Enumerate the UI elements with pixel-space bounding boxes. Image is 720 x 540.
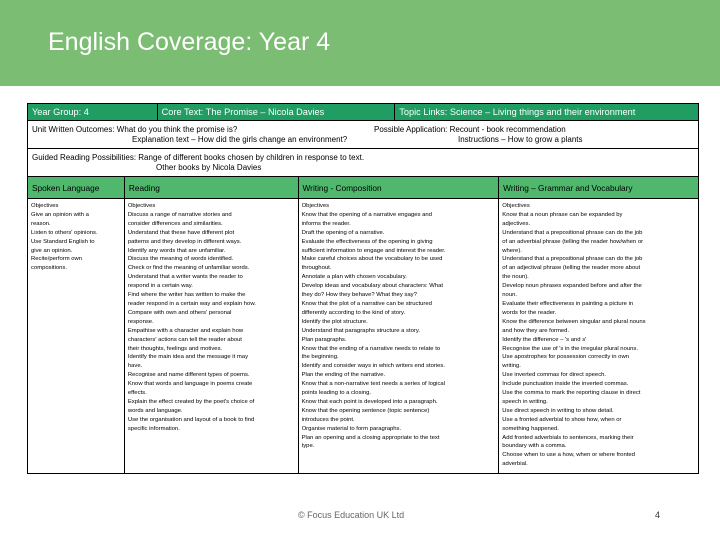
objectives-composition bbox=[298, 199, 499, 474]
objective-line: Compare with own and others' personal bbox=[127, 309, 232, 316]
objective-line: Listen to others' opinions. bbox=[31, 229, 98, 236]
objective-line: they do? How they behave? What they say? bbox=[301, 292, 417, 299]
objective-line: Know that each point is developed into a paragraph. bbox=[301, 398, 438, 405]
objective-line: something happened. bbox=[502, 425, 559, 432]
objectives-heading: Objectives bbox=[301, 203, 330, 209]
col-heading-spoken-language: Spoken Language bbox=[28, 177, 125, 199]
objective-line: Plan the ending of the narrative. bbox=[301, 372, 386, 379]
objective-line: Explain the effect created by the poet's choice of bbox=[127, 398, 255, 405]
objective-line: Include punctuation inside the inverted commas. bbox=[502, 381, 629, 388]
objective-line: Understand that a prepositional phrase can do the job bbox=[502, 229, 643, 236]
objective-line: Identify the main idea and the message it may bbox=[127, 354, 249, 361]
objective-line: specific information. bbox=[127, 425, 180, 432]
objectives-heading: Objectives bbox=[31, 203, 59, 209]
page-title: English Coverage: Year 4 bbox=[48, 28, 331, 56]
objective-line: of an adverbial phrase (telling the reader how/when or bbox=[502, 238, 644, 245]
objective-line: response. bbox=[127, 318, 154, 325]
objective-line: type. bbox=[301, 443, 315, 450]
objective-line: adverbial. bbox=[502, 461, 528, 468]
objective-line: Know that a non-narrative text needs a series of logical bbox=[301, 381, 446, 388]
objective-line: Discuss the meaning of words identified. bbox=[127, 256, 234, 263]
objective-line: Empathise with a character and explain how bbox=[127, 327, 244, 334]
objective-line: Add fronted adverbials to sentences, marking their bbox=[502, 434, 634, 441]
objective-line: Develop ideas and vocabulary about characters: What bbox=[301, 283, 444, 290]
header-row bbox=[27, 103, 699, 121]
objective-line: Use direct speech in writing to show detail. bbox=[502, 407, 614, 414]
objective-line: Know that the plot of a narrative can be structured bbox=[301, 300, 432, 307]
objective-line: Plan an opening and a closing appropriate to the text bbox=[301, 434, 440, 441]
objective-line: points leading to a closing. bbox=[301, 390, 372, 397]
objectives-heading: Objectives bbox=[127, 203, 156, 209]
objective-line: Understand that a writer wants the reader to bbox=[127, 274, 243, 281]
objective-line: Evaluate the effectiveness of the opening in giving bbox=[301, 238, 433, 245]
objective-line: words for the reader. bbox=[502, 309, 557, 316]
year-group-cell: Year Group: 4 bbox=[28, 104, 158, 121]
objective-line: patterns and they develop in different ways. bbox=[127, 238, 242, 245]
objective-line: where). bbox=[502, 247, 522, 254]
objectives-row bbox=[27, 198, 699, 474]
column-header-row bbox=[27, 176, 699, 199]
objective-line: differently according to the kind of story. bbox=[301, 309, 406, 316]
objective-line: the noun). bbox=[502, 274, 529, 281]
objective-line: Recite/perform own bbox=[31, 256, 83, 263]
guided-reading-cell bbox=[28, 149, 699, 177]
objective-line: Know the difference between singular and plural nouns bbox=[502, 318, 646, 325]
objective-line: adjectives. bbox=[502, 220, 531, 227]
col-heading-composition: Writing - Composition bbox=[298, 177, 499, 199]
objective-line: Use a fronted adverbial to show how, when or bbox=[502, 416, 622, 423]
objectives-spoken-language bbox=[28, 199, 125, 474]
objective-line: Identify and consider ways in which writers end stories. bbox=[301, 363, 445, 370]
objective-line: reader respond in a certain way and explain how. bbox=[127, 300, 256, 307]
objective-line: the beginning. bbox=[301, 354, 339, 361]
objective-line: Draft the opening of a narrative. bbox=[301, 229, 385, 236]
objective-line: Use Standard English to bbox=[31, 238, 95, 245]
col-heading-reading: Reading bbox=[124, 177, 298, 199]
objective-line: Know that the opening of a narrative engages and bbox=[301, 211, 432, 218]
application-line-1: Possible Application: Recount - book recommendation bbox=[374, 125, 566, 134]
objective-line: noun. bbox=[502, 292, 518, 299]
objective-line: respond in a certain way. bbox=[127, 283, 193, 290]
objective-line: consider differences and similarities. bbox=[127, 220, 223, 227]
objective-line: compositions. bbox=[31, 265, 68, 272]
objective-line: reason. bbox=[31, 220, 51, 227]
guided-line-2: Other books by Nicola Davies bbox=[156, 163, 262, 172]
objective-line: words and language. bbox=[127, 407, 183, 414]
objective-line: Identify any words that are unfamiliar. bbox=[127, 247, 226, 254]
objective-line: Understand that these have different plot bbox=[127, 229, 235, 236]
objective-line: boundary with a comma. bbox=[502, 443, 567, 450]
objective-line: Use inverted commas for direct speech. bbox=[502, 372, 607, 379]
objective-line: have. bbox=[127, 363, 143, 370]
objective-line: give an opinion. bbox=[31, 247, 73, 254]
objective-line: Organise material to form paragraphs. bbox=[301, 425, 402, 432]
objective-line: Use the comma to mark the reporting clause in direct bbox=[502, 390, 641, 397]
objective-line: Check or find the meaning of unfamiliar words. bbox=[127, 265, 250, 272]
objective-line: Know that words and language in poems create bbox=[127, 381, 253, 388]
objective-line: Understand that paragraphs structure a story. bbox=[301, 327, 421, 334]
objective-line: Evaluate their effectiveness in painting a picture in bbox=[502, 300, 634, 307]
page-number: 4 bbox=[655, 510, 661, 520]
guided-line-1: Guided Reading Possibilities: Range of different books chosen by children in response to text. bbox=[32, 153, 365, 162]
objective-line: Recognise the use of 's in the irregular plural nouns. bbox=[502, 345, 638, 352]
objective-line: characters' actions can tell the reader about bbox=[127, 336, 242, 343]
objective-line: their thoughts, feelings and motives. bbox=[127, 345, 223, 352]
objectives-grammar bbox=[499, 199, 699, 474]
objective-line: of an adjectival phrase (telling the reader more about bbox=[502, 265, 641, 272]
objective-line: Identify the plot structure. bbox=[301, 318, 368, 325]
topic-links-cell: Topic Links: Science – Living things and their environment bbox=[395, 104, 699, 121]
objectives-reading bbox=[124, 199, 298, 474]
objective-line: and how they are formed. bbox=[502, 327, 570, 334]
objective-line: Discuss a range of narrative stories and bbox=[127, 211, 232, 218]
objective-line: Use the organisation and layout of a book to find bbox=[127, 416, 255, 423]
objective-line: introduces the point. bbox=[301, 416, 355, 423]
objective-line: Plan paragraphs. bbox=[301, 336, 347, 343]
objective-line: Make careful choices about the vocabulary to be used bbox=[301, 256, 443, 263]
outcomes-line-2: Explanation text – How did the girls change an environment? bbox=[132, 135, 348, 144]
objective-line: speech in writing. bbox=[502, 398, 548, 405]
core-text-cell: Core Text: The Promise – Nicola Davies bbox=[157, 104, 395, 121]
objective-line: Choose when to use a how, when or where fronted bbox=[502, 452, 635, 459]
objective-line: Give an opinion with a bbox=[31, 211, 89, 218]
objective-line: effects. bbox=[127, 390, 147, 397]
objective-line: Identify the difference – 's and s' bbox=[502, 336, 587, 343]
objective-line: Know that the opening sentence (topic sentence) bbox=[301, 407, 430, 414]
application-line-2: Instructions – How to grow a plants bbox=[458, 135, 583, 144]
objective-line: Annotate a plan with chosen vocabulary. bbox=[301, 274, 407, 281]
objective-line: Use apostrophes for possession correctly in own bbox=[502, 354, 629, 361]
title-bar bbox=[0, 0, 720, 86]
objective-line: writing. bbox=[502, 363, 521, 370]
objective-line: Know that the ending of a narrative needs to relate to bbox=[301, 345, 441, 352]
objective-line: throughout. bbox=[301, 265, 332, 272]
outcomes-row bbox=[27, 120, 699, 149]
objective-line: Know that a noun phrase can be expanded by bbox=[502, 211, 623, 218]
objective-line: informs the reader. bbox=[301, 220, 351, 227]
objective-line: Recognise and name different types of poems. bbox=[127, 372, 250, 379]
objective-line: sufficient information to engage and interest the reader. bbox=[301, 247, 446, 254]
col-heading-grammar: Writing – Grammar and Vocabulary bbox=[499, 177, 699, 199]
objectives-heading: Objectives bbox=[502, 203, 530, 209]
outcomes-cell bbox=[28, 121, 699, 149]
objective-line: Develop noun phrases expanded before and after the bbox=[502, 283, 642, 290]
objective-line: Understand that a prepositional phrase can do the job bbox=[502, 256, 643, 263]
copyright-footer: © Focus Education UK Ltd bbox=[298, 510, 405, 520]
objective-line: Find where the writer has written to make the bbox=[127, 292, 246, 299]
outcomes-line-1: Unit Written Outcomes: What do you think the promise is? bbox=[32, 125, 238, 134]
guided-reading-row bbox=[27, 148, 699, 177]
